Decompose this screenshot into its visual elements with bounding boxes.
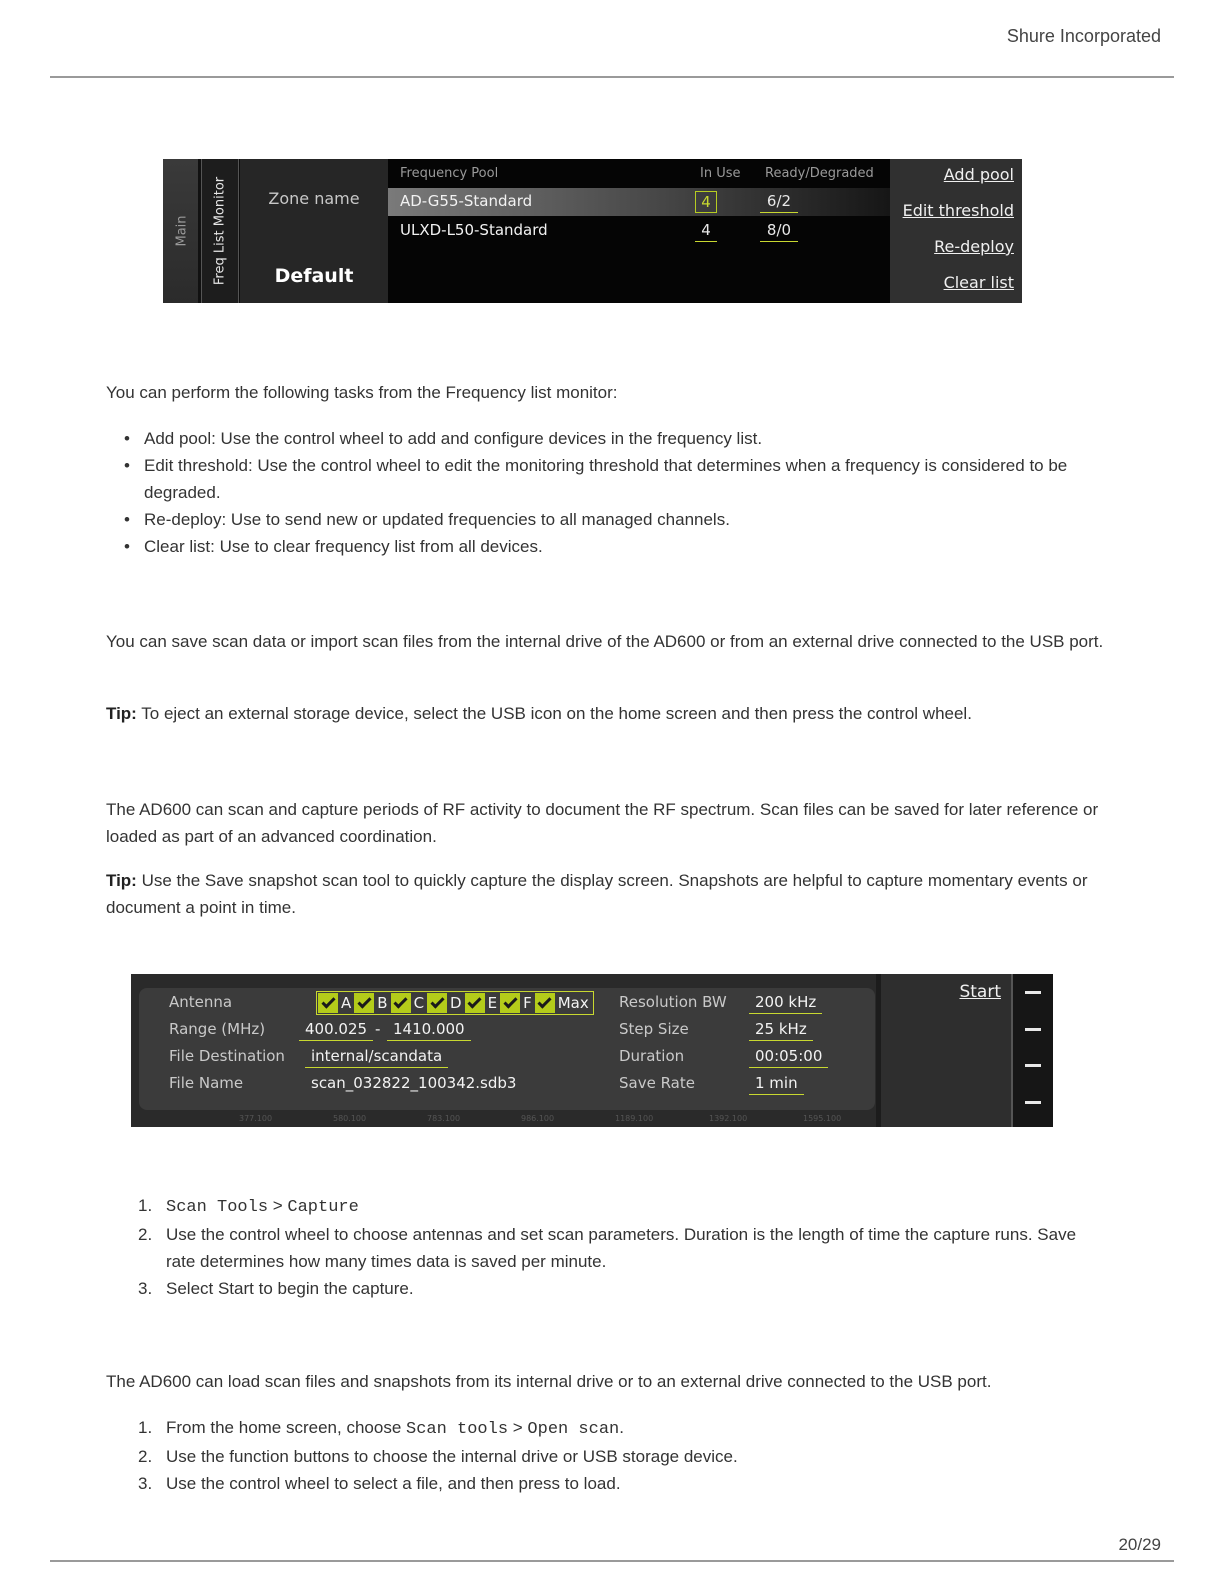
check-icon <box>318 993 338 1013</box>
check-icon <box>465 993 485 1013</box>
axis-tick: 1392.100 <box>709 1114 748 1123</box>
zone-label: Zone name <box>268 189 360 208</box>
tab-freq-list-monitor[interactable] <box>201 159 239 303</box>
list-item: 1. From the home screen, choose Scan tools > Open scan. <box>138 1418 624 1439</box>
duration-label: Duration <box>619 1047 685 1065</box>
pool-name: ULXD-L50-Standard <box>400 221 548 239</box>
function-button-4[interactable] <box>1025 1101 1041 1104</box>
load-steps <box>106 1414 1106 1497</box>
antenna-max: Max <box>557 994 589 1012</box>
resolution-bw-label: Resolution BW <box>619 993 727 1011</box>
step-size-field[interactable]: 25 kHz <box>749 1020 813 1041</box>
check-icon <box>354 993 374 1013</box>
table-row[interactable] <box>388 188 890 216</box>
list-item: • Add pool: Use the control wheel to add and configure devices in the frequency list. <box>106 425 1106 452</box>
tab-main-label: Main <box>174 215 190 247</box>
col-header-pool: Frequency Pool <box>400 166 499 181</box>
function-button-3[interactable] <box>1025 1064 1041 1067</box>
footer-rule <box>50 1560 1174 1562</box>
step-text: Use the control wheel to select a file, and then press to load. <box>166 1474 621 1493</box>
check-icon <box>427 993 447 1013</box>
step-text: Use the function buttons to choose the internal drive or USB storage device. <box>166 1447 738 1466</box>
duration-field[interactable]: 00:05:00 <box>749 1047 828 1068</box>
menu-path-scan-tools: Scan tools <box>406 1420 509 1439</box>
function-panel <box>881 974 1011 1127</box>
range-low-field[interactable]: 400.025 <box>299 1020 373 1041</box>
axis-tick: 783.100 <box>427 1114 461 1123</box>
list-item: 1. Scan Tools > Capture <box>138 1196 359 1217</box>
antenna-b: B <box>377 994 388 1012</box>
frequency-pool-table <box>388 159 890 303</box>
scan-data-paragraph: You can save scan data or import scan files from the internal drive of the AD600 or from an external drive connected to the USB port. <box>106 632 1104 651</box>
in-use-value[interactable]: 4 <box>695 220 717 242</box>
range-separator: - <box>375 1020 381 1038</box>
check-icon <box>391 993 411 1013</box>
capture-screenshot <box>131 974 1053 1127</box>
check-icon <box>535 993 555 1013</box>
list-item: • Re-deploy: Use to send new or updated frequencies to all managed channels. <box>106 506 1106 533</box>
ready-degraded-value[interactable]: 6/2 <box>760 192 798 213</box>
capture-settings-panel <box>139 988 875 1110</box>
step-text-end: . <box>619 1418 624 1437</box>
antenna-c: C <box>413 994 425 1012</box>
page-header-company: Shure Incorporated <box>1006 26 1161 46</box>
list-item: • Edit threshold: Use the control wheel to edit the monitoring threshold that determines when a frequency is considered to be degraded. <box>106 452 1106 506</box>
file-destination-field[interactable]: internal/scandata <box>305 1047 448 1068</box>
col-header-in-use: In Use <box>700 166 741 181</box>
tip-label: Tip: <box>106 871 137 890</box>
start-button[interactable]: Start <box>959 982 1001 1002</box>
edit-threshold-button[interactable]: Edit threshold <box>902 201 1014 220</box>
intro-text: You can perform the following tasks from the Frequency list monitor: <box>106 383 618 402</box>
path-separator: > <box>508 1418 528 1437</box>
axis-tick: 1595.100 <box>803 1114 842 1123</box>
menu-path-open-scan: Open scan <box>527 1420 620 1439</box>
capture-steps <box>106 1192 1106 1302</box>
step-size-label: Step Size <box>619 1020 689 1038</box>
axis-tick: 986.100 <box>521 1114 555 1123</box>
antenna-d: D <box>450 994 462 1012</box>
step-text: Select Start to begin the capture. <box>166 1279 414 1298</box>
resolution-bw-field[interactable]: 200 kHz <box>749 993 822 1014</box>
add-pool-button[interactable]: Add pool <box>943 165 1014 184</box>
range-label: Range (MHz) <box>169 1020 266 1038</box>
axis-tick: 377.100 <box>239 1114 273 1123</box>
pool-name: AD-G55-Standard <box>400 192 533 210</box>
clear-list-button[interactable]: Clear list <box>943 273 1014 292</box>
tip-text: Use the Save snapshot scan tool to quickly capture the display screen. Snapshots are helpful to capture momentary events or document a point in time. <box>106 871 1088 917</box>
list-item: 3. Use the control wheel to select a file, and then press to load. <box>138 1474 621 1493</box>
zone-panel <box>240 159 388 303</box>
antenna-selector[interactable] <box>316 991 594 1015</box>
file-name-label: File Name <box>169 1074 244 1092</box>
function-buttons <box>1011 974 1053 1127</box>
capture-paragraph: The AD600 can scan and capture periods of RF activity to document the RF spectrum. Scan files can be saved for later reference or loaded as part of an advanced coordination. <box>106 800 1099 846</box>
step-text: Use the control wheel to choose antennas and set scan parameters. Duration is the length of time the capture runs. Save rate determines how many times data is saved per minute. <box>166 1225 1077 1271</box>
tab-main[interactable] <box>163 159 201 303</box>
header-rule <box>50 76 1174 78</box>
axis-tick: 1189.100 <box>615 1114 654 1123</box>
task-list <box>106 425 1106 560</box>
tip-eject <box>106 700 1106 727</box>
path-separator: > <box>268 1196 288 1215</box>
list-item: 3. Select Start to begin the capture. <box>138 1279 414 1298</box>
page-number: 20/29 <box>1118 1535 1161 1554</box>
step-text: From the home screen, choose <box>166 1418 407 1437</box>
load-paragraph: The AD600 can load scan files and snapshots from its internal drive or to an external drive connected to the USB port. <box>106 1372 992 1391</box>
frequency-axis <box>139 1112 875 1126</box>
menu-path-capture: Capture <box>287 1198 359 1217</box>
function-button-1[interactable] <box>1025 991 1041 994</box>
range-high-field[interactable]: 1410.000 <box>387 1020 471 1041</box>
file-destination-label: File Destination <box>169 1047 285 1065</box>
menu-path-scan-tools: Scan Tools <box>166 1198 269 1217</box>
antenna-a: A <box>341 994 352 1012</box>
re-deploy-button[interactable]: Re-deploy <box>934 237 1014 256</box>
list-item: 2. Use the control wheel to choose antennas and set scan parameters. Duration is the length of time the capture runs. Save rate determines how many times data is saved per minute. <box>138 1225 1077 1271</box>
check-icon <box>500 993 520 1013</box>
antenna-f: F <box>523 994 532 1012</box>
function-button-2[interactable] <box>1025 1028 1041 1031</box>
col-header-ready: Ready/Degraded <box>765 166 874 181</box>
antenna-e: E <box>487 994 498 1012</box>
antenna-label: Antenna <box>169 993 233 1011</box>
file-name-value: scan_032822_100342.sdb3 <box>311 1074 517 1092</box>
axis-tick: 580.100 <box>333 1114 367 1123</box>
table-row[interactable] <box>388 217 890 245</box>
list-item: 2. Use the function buttons to choose the internal drive or USB storage device. <box>138 1447 738 1466</box>
tab-freq-label: Freq List Monitor <box>212 176 228 286</box>
zone-value[interactable]: Default <box>274 265 354 287</box>
save-rate-field[interactable]: 1 min <box>749 1074 804 1095</box>
ready-degraded-value[interactable]: 8/0 <box>760 221 798 242</box>
actions-panel <box>890 159 1022 303</box>
in-use-value[interactable]: 4 <box>695 191 717 213</box>
tip-label: Tip: <box>106 704 137 723</box>
tip-snapshot <box>106 867 1106 921</box>
save-rate-label: Save Rate <box>619 1074 695 1092</box>
list-item: • Clear list: Use to clear frequency list from all devices. <box>106 533 1106 560</box>
tip-text: To eject an external storage device, select the USB icon on the home screen and then press the control wheel. <box>136 704 972 723</box>
freq-list-monitor-screenshot <box>163 159 1022 303</box>
